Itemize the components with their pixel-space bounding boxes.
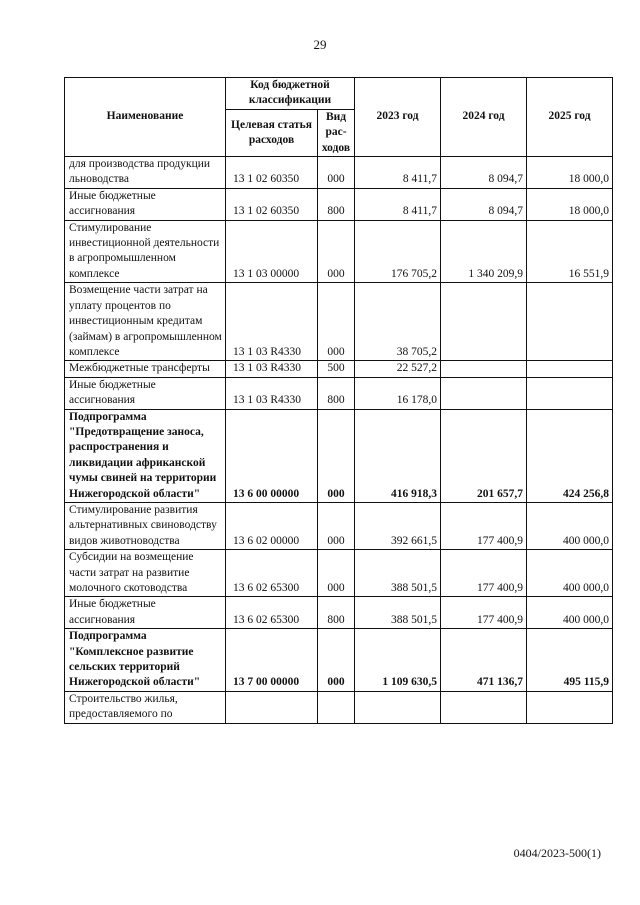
- cell-name: Иные бюджетные ассигнования: [65, 188, 226, 220]
- cell-2023: 176 705,2: [355, 220, 441, 283]
- cell-2023: 8 411,7: [355, 157, 441, 189]
- cell-2023: 388 501,5: [355, 597, 441, 629]
- cell-2023: 416 918,3: [355, 409, 441, 502]
- cell-target-code: 13 6 02 00000: [226, 502, 318, 549]
- table-row: [65, 220, 613, 283]
- cell-2025: [527, 361, 613, 377]
- cell-2025: 16 551,9: [527, 220, 613, 283]
- cell-expense-type: 000: [318, 157, 355, 189]
- table-row: [65, 409, 613, 502]
- cell-2025: [527, 691, 613, 723]
- cell-2023: 1 109 630,5: [355, 629, 441, 692]
- cell-2025: 400 000,0: [527, 597, 613, 629]
- cell-2025: [527, 283, 613, 361]
- cell-2024: 471 136,7: [441, 629, 527, 692]
- cell-2023: [355, 691, 441, 723]
- cell-2024: [441, 283, 527, 361]
- cell-name: Межбюджетные трансферты: [65, 361, 226, 377]
- header-expense-type: Вид рас-ходов: [318, 109, 355, 156]
- cell-name: Иные бюджетные ассигнования: [65, 597, 226, 629]
- header-name: Наименование: [65, 78, 226, 157]
- cell-2024: 177 400,9: [441, 597, 527, 629]
- document-code: 0404/2023-500(1): [513, 846, 601, 860]
- cell-expense-type: 500: [318, 361, 355, 377]
- cell-expense-type: 000: [318, 502, 355, 549]
- cell-2025: 18 000,0: [527, 157, 613, 189]
- cell-2023: 388 501,5: [355, 550, 441, 597]
- cell-2024: [441, 377, 527, 409]
- cell-2023: 8 411,7: [355, 188, 441, 220]
- cell-target-code: 13 1 03 R4330: [226, 377, 318, 409]
- table-row: [65, 691, 613, 723]
- cell-name: Стимулирование развития альтернативных свиноводству видов животноводства: [65, 502, 226, 549]
- cell-expense-type: 800: [318, 377, 355, 409]
- cell-expense-type: [318, 691, 355, 723]
- cell-2025: 400 000,0: [527, 550, 613, 597]
- cell-name: Подпрограмма "Предотвращение заноса, распространения и ликвидации африканской чумы свиней на территории Нижегородской области": [65, 409, 226, 502]
- cell-name: Строительство жилья, предоставляемого по: [65, 691, 226, 723]
- cell-name: Подпрограмма "Комплексное развитие сельских территорий Нижегородской области": [65, 629, 226, 692]
- cell-target-code: 13 1 03 00000: [226, 220, 318, 283]
- table-row: [65, 597, 613, 629]
- table-row: [65, 629, 613, 692]
- cell-target-code: 13 6 02 65300: [226, 597, 318, 629]
- cell-2025: 400 000,0: [527, 502, 613, 549]
- table-row: [65, 550, 613, 597]
- cell-target-code: 13 7 00 00000: [226, 629, 318, 692]
- cell-target-code: 13 6 02 65300: [226, 550, 318, 597]
- header-target-item: Целевая статья расходов: [226, 109, 318, 156]
- cell-name: Иные бюджетные ассигнования: [65, 377, 226, 409]
- cell-target-code: 13 6 00 00000: [226, 409, 318, 502]
- cell-2024: 8 094,7: [441, 157, 527, 189]
- cell-expense-type: 000: [318, 283, 355, 361]
- cell-target-code: 13 1 02 60350: [226, 188, 318, 220]
- table-row: [65, 377, 613, 409]
- cell-expense-type: 000: [318, 629, 355, 692]
- cell-2023: 16 178,0: [355, 377, 441, 409]
- table-row: [65, 361, 613, 377]
- table-row: [65, 283, 613, 361]
- cell-name: Субсидии на возмещение части затрат на развитие молочного скотоводства: [65, 550, 226, 597]
- cell-target-code: 13 1 03 R4330: [226, 361, 318, 377]
- cell-name: Возмещение части затрат на уплату процентов по инвестиционным кредитам (займам) в агропромышленном комплексе: [65, 283, 226, 361]
- table-row: [65, 157, 613, 189]
- cell-2024: [441, 361, 527, 377]
- table-row: [65, 502, 613, 549]
- cell-2023: 392 661,5: [355, 502, 441, 549]
- cell-name: Стимулирование инвестиционной деятельности в агропромышленном комплексе: [65, 220, 226, 283]
- cell-2024: 177 400,9: [441, 550, 527, 597]
- cell-2024: 8 094,7: [441, 188, 527, 220]
- cell-2025: 18 000,0: [527, 188, 613, 220]
- table-row: [65, 188, 613, 220]
- cell-expense-type: 000: [318, 409, 355, 502]
- cell-2025: [527, 377, 613, 409]
- cell-2023: 22 527,2: [355, 361, 441, 377]
- cell-name: для производства продукции льноводства: [65, 157, 226, 189]
- cell-target-code: 13 1 02 60350: [226, 157, 318, 189]
- header-2023: 2023 год: [355, 78, 441, 157]
- cell-2023: 38 705,2: [355, 283, 441, 361]
- table-header-row: [65, 78, 613, 110]
- budget-table: [64, 77, 613, 724]
- cell-2025: 495 115,9: [527, 629, 613, 692]
- cell-expense-type: 000: [318, 550, 355, 597]
- header-2025: 2025 год: [527, 78, 613, 157]
- cell-expense-type: 800: [318, 188, 355, 220]
- cell-expense-type: 800: [318, 597, 355, 629]
- header-budget-code: Код бюджетной классификации: [226, 78, 355, 110]
- cell-2024: 177 400,9: [441, 502, 527, 549]
- page-number: 29: [313, 37, 327, 52]
- cell-2025: 424 256,8: [527, 409, 613, 502]
- header-2024: 2024 год: [441, 78, 527, 157]
- cell-2024: [441, 691, 527, 723]
- cell-target-code: [226, 691, 318, 723]
- cell-target-code: 13 1 03 R4330: [226, 283, 318, 361]
- table-body: [65, 157, 613, 724]
- cell-2024: 201 657,7: [441, 409, 527, 502]
- cell-expense-type: 000: [318, 220, 355, 283]
- cell-2024: 1 340 209,9: [441, 220, 527, 283]
